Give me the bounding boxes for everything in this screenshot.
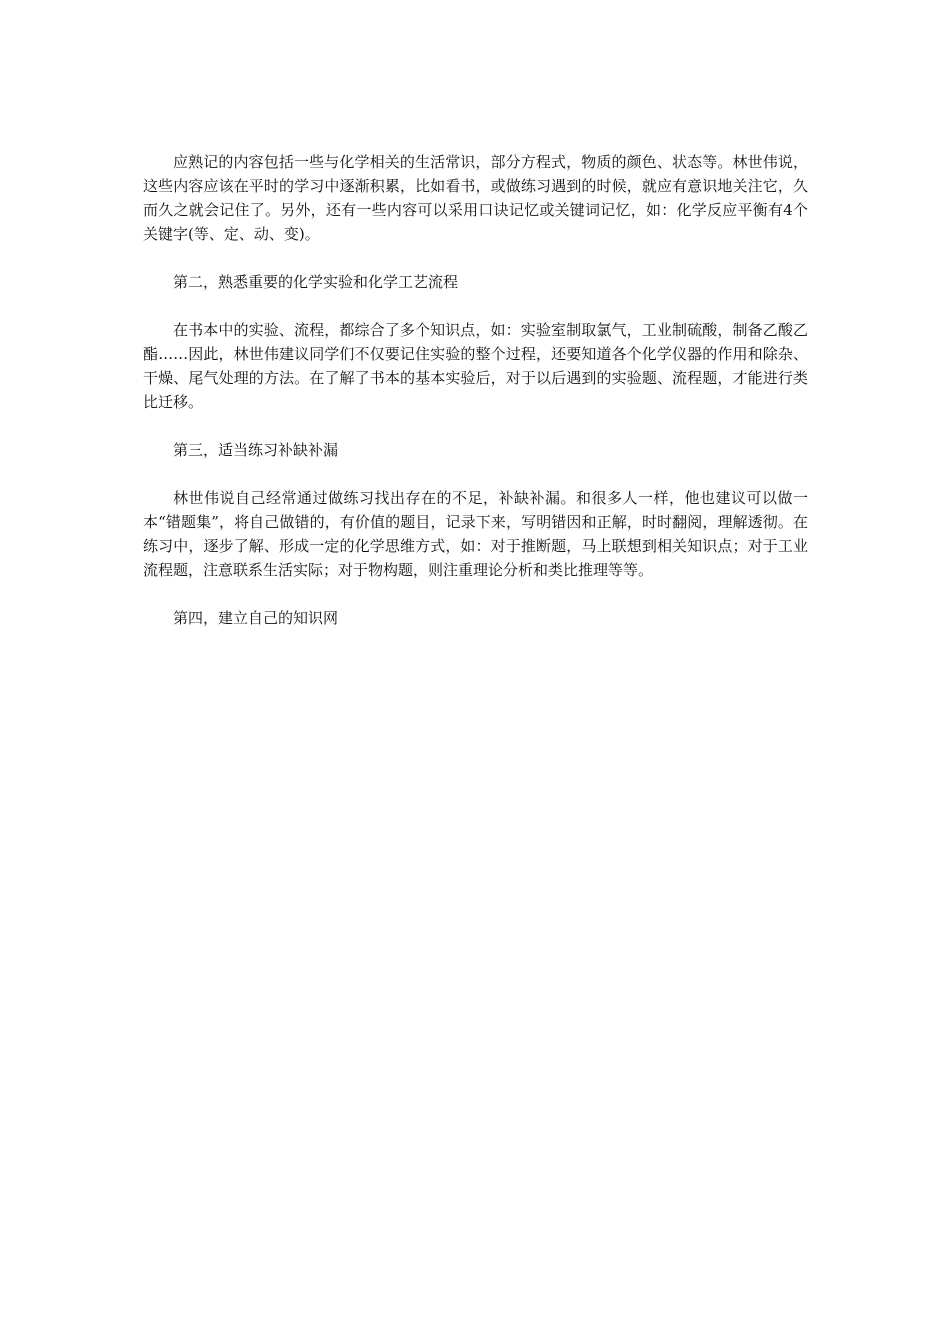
document-page <box>143 150 808 654</box>
heading-second: 第二，熟悉重要的化学实验和化学工艺流程 <box>173 273 459 291</box>
paragraph-practice: 林世伟说自己经常通过做练习找出存在的不足，补缺补漏。和很多人一样，他也建议可以做一本“错题集”，将自己做错的，有价值的题目，记录下来，写明错因和正解，时时翻阅，理解透彻。在练习中，逐步了解、形成一定的化学思维方式，如：对于推断题，马上联想到相关知识点；对于工业流程题，注意联系生活实际；对于物构题，则注重理论分析和类比推理等等。 <box>143 489 808 579</box>
paragraph-experiments: 在书本中的实验、流程，都综合了多个知识点，如：实验室制取氯气，工业制硫酸，制备乙酸乙酯……因此，林世伟建议同学们不仅要记住实验的整个过程，还要知道各个化学仪器的作用和除杂、干燥、尾气处理的方法。在了解了书本的基本实验后，对于以后遇到的实验题、流程题，才能进行类比迁移。 <box>143 321 808 411</box>
heading-third: 第三，适当练习补缺补漏 <box>173 441 339 459</box>
paragraph-memorization: 应熟记的内容包括一些与化学相关的生活常识，部分方程式，物质的颜色、状态等。林世伟说，这些内容应该在平时的学习中逐渐积累，比如看书，或做练习遇到的时候，就应有意识地关注它，久而久之就会记住了。另外，还有一些内容可以采用口诀记忆或关键词记忆，如：化学反应平衡有4个关键字(等、定、动、变)。 <box>143 153 808 243</box>
heading-fourth: 第四，建立自己的知识网 <box>173 609 339 627</box>
